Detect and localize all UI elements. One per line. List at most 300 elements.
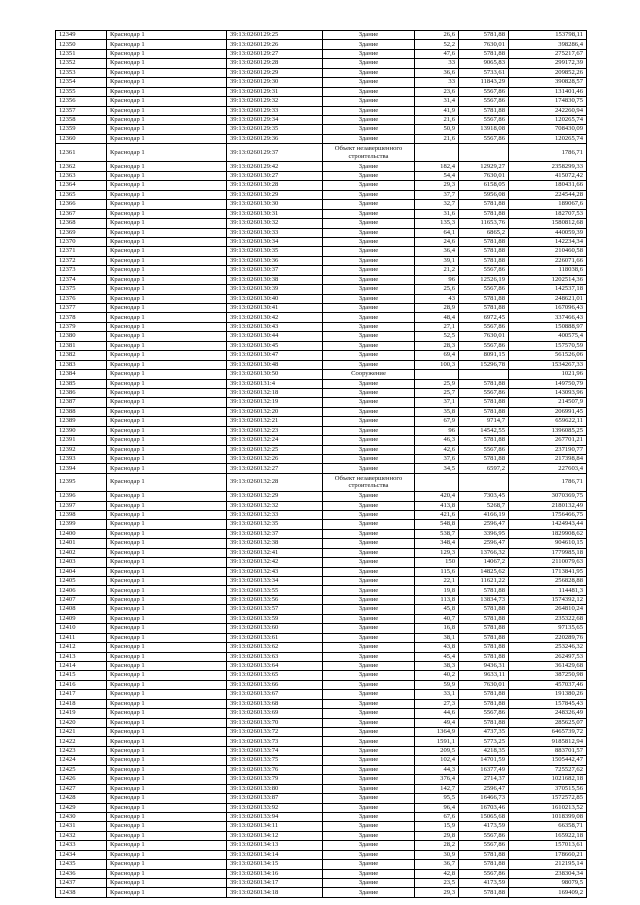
cell-cadastral-number: 39:13:0260132:23 bbox=[227, 426, 323, 435]
cell-cadastral-number: 39:13:0260132:29 bbox=[227, 492, 323, 501]
cell-row-number: 12352 bbox=[56, 59, 107, 68]
cell-specific-value: 7303,45 bbox=[459, 492, 509, 501]
cell-municipality: Краснодар 1 bbox=[107, 765, 227, 774]
cell-municipality: Краснодар 1 bbox=[107, 548, 227, 557]
cell-cadastral-value: 206991,45 bbox=[509, 407, 587, 416]
table-row bbox=[56, 370, 587, 379]
cell-specific-value: 5781,88 bbox=[459, 31, 509, 40]
cell-specific-value: 15296,78 bbox=[459, 360, 509, 369]
cell-object-type: Здание bbox=[323, 106, 415, 115]
cell-object-type: Здание bbox=[323, 436, 415, 445]
cell-area: 100,3 bbox=[415, 360, 459, 369]
cell-row-number: 12414 bbox=[56, 661, 107, 670]
cell-municipality: Краснодар 1 bbox=[107, 313, 227, 322]
cell-cadastral-number: 39:13:0260130:48 bbox=[227, 360, 323, 369]
cell-row-number: 12419 bbox=[56, 709, 107, 718]
cell-area: 50,9 bbox=[415, 125, 459, 134]
cell-cadastral-value: 1713841,95 bbox=[509, 567, 587, 576]
cell-row-number: 12395 bbox=[56, 473, 107, 491]
cell-row-number: 12362 bbox=[56, 162, 107, 171]
cell-object-type: Здание bbox=[323, 690, 415, 699]
cell-specific-value: 5567,86 bbox=[459, 97, 509, 106]
cell-row-number: 12403 bbox=[56, 558, 107, 567]
cell-municipality: Краснодар 1 bbox=[107, 567, 227, 576]
table-row bbox=[56, 652, 587, 661]
cell-specific-value: 5567,86 bbox=[459, 266, 509, 275]
cell-cadastral-number: 39:13:0260133:65 bbox=[227, 671, 323, 680]
cell-area: 21,6 bbox=[415, 115, 459, 124]
cell-cadastral-value: 114481,3 bbox=[509, 586, 587, 595]
cell-area: 96,4 bbox=[415, 803, 459, 812]
cell-row-number: 12367 bbox=[56, 209, 107, 218]
cell-specific-value: 7630,01 bbox=[459, 171, 509, 180]
cell-area: 69,4 bbox=[415, 351, 459, 360]
cell-municipality: Краснодар 1 bbox=[107, 445, 227, 454]
cell-area: 135,3 bbox=[415, 219, 459, 228]
cell-object-type: Здание bbox=[323, 548, 415, 557]
cell-row-number: 12406 bbox=[56, 586, 107, 595]
cell-specific-value: 12929,27 bbox=[459, 162, 509, 171]
table-row bbox=[56, 237, 587, 246]
cell-cadastral-value: 1572572,85 bbox=[509, 794, 587, 803]
cell-object-type: Здание bbox=[323, 87, 415, 96]
cell-specific-value: 5781,88 bbox=[459, 860, 509, 869]
cell-cadastral-value: 212195,14 bbox=[509, 860, 587, 869]
cell-cadastral-value: 1396085,25 bbox=[509, 426, 587, 435]
cell-specific-value bbox=[459, 144, 509, 162]
cadastral-value-table bbox=[55, 30, 587, 898]
table-row bbox=[56, 68, 587, 77]
cell-specific-value: 3396,95 bbox=[459, 529, 509, 538]
table-row bbox=[56, 775, 587, 784]
cell-area: 115,6 bbox=[415, 567, 459, 576]
cell-area: 31,4 bbox=[415, 97, 459, 106]
cell-cadastral-value: 457037,46 bbox=[509, 680, 587, 689]
cell-municipality: Краснодар 1 bbox=[107, 398, 227, 407]
cell-area: 36,6 bbox=[415, 68, 459, 77]
table-row bbox=[56, 690, 587, 699]
cell-cadastral-number: 39:13:0260129:34 bbox=[227, 115, 323, 124]
cell-specific-value: 9065,83 bbox=[459, 59, 509, 68]
cell-municipality: Краснодар 1 bbox=[107, 266, 227, 275]
cell-area: 96 bbox=[415, 275, 459, 284]
cell-cadastral-number: 39:13:0260129:37 bbox=[227, 144, 323, 162]
cell-specific-value: 16377,49 bbox=[459, 765, 509, 774]
cell-area: 40,2 bbox=[415, 671, 459, 680]
cell-specific-value: 5781,88 bbox=[459, 304, 509, 313]
table-row bbox=[56, 850, 587, 859]
cell-cadastral-value: 440059,39 bbox=[509, 228, 587, 237]
cell-municipality: Краснодар 1 bbox=[107, 860, 227, 869]
cell-area: 23,6 bbox=[415, 87, 459, 96]
cell-municipality: Краснодар 1 bbox=[107, 228, 227, 237]
table-row bbox=[56, 97, 587, 106]
cell-municipality: Краснодар 1 bbox=[107, 190, 227, 199]
cell-object-type: Здание bbox=[323, 652, 415, 661]
cell-cadastral-number: 39:13:0260131:4 bbox=[227, 379, 323, 388]
cell-municipality: Краснодар 1 bbox=[107, 558, 227, 567]
cell-object-type: Здание bbox=[323, 134, 415, 143]
cell-area: 420,4 bbox=[415, 492, 459, 501]
cell-row-number: 12397 bbox=[56, 501, 107, 510]
cell-area: 27,3 bbox=[415, 699, 459, 708]
cell-cadastral-number: 39:13:0260132:18 bbox=[227, 388, 323, 397]
cell-area: 52,5 bbox=[415, 332, 459, 341]
cell-row-number: 12423 bbox=[56, 746, 107, 755]
cell-cadastral-number: 39:13:0260133:76 bbox=[227, 765, 323, 774]
table-row bbox=[56, 106, 587, 115]
cell-object-type: Здание bbox=[323, 756, 415, 765]
cell-cadastral-number: 39:13:0260129:31 bbox=[227, 87, 323, 96]
cell-row-number: 12364 bbox=[56, 181, 107, 190]
table-row bbox=[56, 407, 587, 416]
cell-area: 48,4 bbox=[415, 313, 459, 322]
cell-object-type: Здание bbox=[323, 398, 415, 407]
cell-row-number: 12388 bbox=[56, 407, 107, 416]
cell-object-type: Здание bbox=[323, 539, 415, 548]
cell-object-type: Здание bbox=[323, 417, 415, 426]
table-row bbox=[56, 643, 587, 652]
table-row bbox=[56, 275, 587, 284]
cell-municipality: Краснодар 1 bbox=[107, 304, 227, 313]
cell-municipality: Краснодар 1 bbox=[107, 699, 227, 708]
cell-cadastral-value: 1534267,33 bbox=[509, 360, 587, 369]
cell-specific-value: 7630,01 bbox=[459, 680, 509, 689]
cell-object-type: Здание bbox=[323, 313, 415, 322]
cell-cadastral-number: 39:13:0260130:41 bbox=[227, 304, 323, 313]
table-row bbox=[56, 614, 587, 623]
cell-object-type: Здание bbox=[323, 464, 415, 473]
cell-object-type: Здание bbox=[323, 765, 415, 774]
table-row bbox=[56, 737, 587, 746]
table-row bbox=[56, 765, 587, 774]
cell-specific-value: 4173,59 bbox=[459, 879, 509, 888]
cell-object-type: Здание bbox=[323, 803, 415, 812]
cell-row-number: 12365 bbox=[56, 190, 107, 199]
cell-cadastral-value: 1202514,36 bbox=[509, 275, 587, 284]
cell-row-number: 12379 bbox=[56, 322, 107, 331]
cell-cadastral-value: 285625,07 bbox=[509, 718, 587, 727]
cell-cadastral-value: 120265,74 bbox=[509, 115, 587, 124]
cell-specific-value: 9714,7 bbox=[459, 417, 509, 426]
cell-cadastral-value: 131401,46 bbox=[509, 87, 587, 96]
cell-object-type: Здание bbox=[323, 680, 415, 689]
cell-specific-value: 5781,88 bbox=[459, 586, 509, 595]
cell-cadastral-value: 97135,65 bbox=[509, 624, 587, 633]
table-row bbox=[56, 171, 587, 180]
cell-municipality: Краснодар 1 bbox=[107, 322, 227, 331]
cell-area: 59,9 bbox=[415, 680, 459, 689]
cell-cadastral-number: 39:13:0260133:64 bbox=[227, 661, 323, 670]
table-row bbox=[56, 285, 587, 294]
cell-object-type: Здание bbox=[323, 746, 415, 755]
cell-cadastral-value: 210460,58 bbox=[509, 247, 587, 256]
cell-specific-value: 5781,88 bbox=[459, 106, 509, 115]
cell-cadastral-number: 39:13:0260130:50 bbox=[227, 370, 323, 379]
cell-cadastral-number: 39:13:0260129:33 bbox=[227, 106, 323, 115]
table-row bbox=[56, 473, 587, 491]
table-row bbox=[56, 144, 587, 162]
cell-area: 36,4 bbox=[415, 247, 459, 256]
cell-municipality: Краснодар 1 bbox=[107, 256, 227, 265]
cell-specific-value: 5781,88 bbox=[459, 398, 509, 407]
table-row bbox=[56, 181, 587, 190]
table-row bbox=[56, 831, 587, 840]
table-row bbox=[56, 59, 587, 68]
cell-area: 182,4 bbox=[415, 162, 459, 171]
cell-cadastral-number: 39:13:0260130:44 bbox=[227, 332, 323, 341]
cell-cadastral-value: 120265,74 bbox=[509, 134, 587, 143]
cell-specific-value: 5781,88 bbox=[459, 699, 509, 708]
cell-cadastral-number: 39:13:0260133:74 bbox=[227, 746, 323, 755]
cell-cadastral-value: 725527,62 bbox=[509, 765, 587, 774]
cell-row-number: 12370 bbox=[56, 237, 107, 246]
cell-object-type: Здание bbox=[323, 304, 415, 313]
table-row bbox=[56, 464, 587, 473]
cell-municipality: Краснодар 1 bbox=[107, 106, 227, 115]
cell-cadastral-value: 174830,75 bbox=[509, 97, 587, 106]
cell-area: 15,9 bbox=[415, 822, 459, 831]
cadastral-value-table-page bbox=[55, 30, 586, 898]
cell-row-number: 12410 bbox=[56, 624, 107, 633]
cell-area: 44,6 bbox=[415, 709, 459, 718]
cell-object-type: Здание bbox=[323, 794, 415, 803]
cell-municipality: Краснодар 1 bbox=[107, 78, 227, 87]
cell-cadastral-value: 180431,66 bbox=[509, 181, 587, 190]
cell-specific-value: 5567,86 bbox=[459, 341, 509, 350]
cell-cadastral-value: 118038,6 bbox=[509, 266, 587, 275]
cell-municipality: Краснодар 1 bbox=[107, 294, 227, 303]
cell-row-number: 12408 bbox=[56, 605, 107, 614]
cell-area: 29,3 bbox=[415, 888, 459, 897]
cell-row-number: 12405 bbox=[56, 577, 107, 586]
cell-cadastral-value: 237190,77 bbox=[509, 445, 587, 454]
cell-municipality: Краснодар 1 bbox=[107, 134, 227, 143]
cell-specific-value: 11621,22 bbox=[459, 577, 509, 586]
cell-area: 45,8 bbox=[415, 605, 459, 614]
cell-cadastral-number: 39:13:0260133:67 bbox=[227, 690, 323, 699]
cell-object-type: Здание bbox=[323, 709, 415, 718]
table-row bbox=[56, 520, 587, 529]
cell-cadastral-number: 39:13:0260130:40 bbox=[227, 294, 323, 303]
cell-object-type: Здание bbox=[323, 492, 415, 501]
cell-object-type: Здание bbox=[323, 115, 415, 124]
cell-object-type: Здание bbox=[323, 275, 415, 284]
cell-object-type: Здание bbox=[323, 294, 415, 303]
cell-row-number: 12431 bbox=[56, 822, 107, 831]
cell-municipality: Краснодар 1 bbox=[107, 455, 227, 464]
cell-specific-value bbox=[459, 370, 509, 379]
cell-row-number: 12394 bbox=[56, 464, 107, 473]
cell-cadastral-number: 39:13:0260134:18 bbox=[227, 888, 323, 897]
table-row bbox=[56, 388, 587, 397]
cell-object-type: Здание bbox=[323, 595, 415, 604]
cell-object-type: Здание bbox=[323, 624, 415, 633]
table-row bbox=[56, 746, 587, 755]
cell-row-number: 12350 bbox=[56, 40, 107, 49]
cell-specific-value: 5781,88 bbox=[459, 624, 509, 633]
cell-area: 42,6 bbox=[415, 445, 459, 454]
cell-object-type: Здание bbox=[323, 728, 415, 737]
cell-municipality: Краснодар 1 bbox=[107, 501, 227, 510]
cell-row-number: 12393 bbox=[56, 455, 107, 464]
cell-cadastral-value: 248326,49 bbox=[509, 709, 587, 718]
cell-object-type: Здание bbox=[323, 322, 415, 331]
cell-area: 33 bbox=[415, 78, 459, 87]
cell-cadastral-value: 337466,43 bbox=[509, 313, 587, 322]
cell-row-number: 12418 bbox=[56, 699, 107, 708]
cell-cadastral-value: 6465739,72 bbox=[509, 728, 587, 737]
cell-municipality: Краснодар 1 bbox=[107, 709, 227, 718]
cell-object-type: Здание bbox=[323, 31, 415, 40]
cell-area: 42,8 bbox=[415, 869, 459, 878]
table-row bbox=[56, 247, 587, 256]
cell-cadastral-number: 39:13:0260133:60 bbox=[227, 624, 323, 633]
cell-cadastral-number: 39:13:0260130:39 bbox=[227, 285, 323, 294]
table-row bbox=[56, 501, 587, 510]
table-row bbox=[56, 586, 587, 595]
cell-object-type: Здание bbox=[323, 181, 415, 190]
table-row bbox=[56, 661, 587, 670]
cell-municipality: Краснодар 1 bbox=[107, 370, 227, 379]
cell-row-number: 12381 bbox=[56, 341, 107, 350]
cell-area: 27,1 bbox=[415, 322, 459, 331]
table-row bbox=[56, 455, 587, 464]
cell-row-number: 12430 bbox=[56, 812, 107, 821]
cell-specific-value: 5781,88 bbox=[459, 605, 509, 614]
cell-cadastral-number: 39:13:0260130:33 bbox=[227, 228, 323, 237]
cell-object-type: Здание bbox=[323, 190, 415, 199]
cell-municipality: Краснодар 1 bbox=[107, 841, 227, 850]
cell-row-number: 12412 bbox=[56, 643, 107, 652]
cell-area: 21,2 bbox=[415, 266, 459, 275]
cell-row-number: 12389 bbox=[56, 417, 107, 426]
cell-specific-value: 9436,31 bbox=[459, 661, 509, 670]
cell-municipality: Краснодар 1 bbox=[107, 341, 227, 350]
cell-cadastral-value: 561526,06 bbox=[509, 351, 587, 360]
cell-cadastral-number: 39:13:0260133:68 bbox=[227, 699, 323, 708]
cell-area: 28,3 bbox=[415, 341, 459, 350]
cell-cadastral-number: 39:13:0260133:66 bbox=[227, 680, 323, 689]
cell-municipality: Краснодар 1 bbox=[107, 97, 227, 106]
cell-object-type: Здание bbox=[323, 247, 415, 256]
cell-municipality: Краснодар 1 bbox=[107, 219, 227, 228]
cell-cadastral-value: 157570,59 bbox=[509, 341, 587, 350]
cell-municipality: Краснодар 1 bbox=[107, 803, 227, 812]
table-row bbox=[56, 31, 587, 40]
cell-row-number: 12438 bbox=[56, 888, 107, 897]
cell-specific-value: 5781,88 bbox=[459, 49, 509, 58]
cell-area: 40,7 bbox=[415, 614, 459, 623]
cell-area: 52,2 bbox=[415, 40, 459, 49]
cell-object-type: Здание bbox=[323, 850, 415, 859]
table-row bbox=[56, 445, 587, 454]
table-row bbox=[56, 398, 587, 407]
cell-row-number: 12424 bbox=[56, 756, 107, 765]
cell-area bbox=[415, 370, 459, 379]
cell-cadastral-value: 904610,15 bbox=[509, 539, 587, 548]
cell-cadastral-value: 226071,66 bbox=[509, 256, 587, 265]
cell-municipality: Краснодар 1 bbox=[107, 614, 227, 623]
cell-row-number: 12353 bbox=[56, 68, 107, 77]
cell-municipality: Краснодар 1 bbox=[107, 680, 227, 689]
cell-row-number: 12363 bbox=[56, 171, 107, 180]
cell-cadastral-value: 142537,18 bbox=[509, 285, 587, 294]
cell-row-number: 12426 bbox=[56, 775, 107, 784]
cell-cadastral-value: 659622,11 bbox=[509, 417, 587, 426]
cell-row-number: 12417 bbox=[56, 690, 107, 699]
cell-area: 41,9 bbox=[415, 106, 459, 115]
cell-cadastral-number: 39:13:0260130:37 bbox=[227, 266, 323, 275]
cell-object-type: Объект незавершенного строительства bbox=[323, 144, 415, 162]
cell-area: 21,6 bbox=[415, 134, 459, 143]
cell-cadastral-value: 238304,34 bbox=[509, 869, 587, 878]
cell-object-type: Здание bbox=[323, 661, 415, 670]
cell-object-type: Здание bbox=[323, 888, 415, 897]
cell-municipality: Краснодар 1 bbox=[107, 529, 227, 538]
cell-cadastral-number: 39:13:0260134:12 bbox=[227, 831, 323, 840]
table-row bbox=[56, 633, 587, 642]
cell-row-number: 12390 bbox=[56, 426, 107, 435]
cell-specific-value: 5733,61 bbox=[459, 68, 509, 77]
cell-cadastral-number: 39:13:0260133:72 bbox=[227, 728, 323, 737]
cell-municipality: Краснодар 1 bbox=[107, 209, 227, 218]
cell-area: 37,6 bbox=[415, 455, 459, 464]
cell-cadastral-value: 1424943,44 bbox=[509, 520, 587, 529]
cell-row-number: 12432 bbox=[56, 831, 107, 840]
cell-object-type: Объект незавершенного строительства bbox=[323, 473, 415, 491]
cell-specific-value: 2596,47 bbox=[459, 539, 509, 548]
cell-row-number: 12366 bbox=[56, 200, 107, 209]
cell-object-type: Здание bbox=[323, 200, 415, 209]
cell-specific-value: 6597,2 bbox=[459, 464, 509, 473]
cell-area bbox=[415, 144, 459, 162]
cell-object-type: Здание bbox=[323, 97, 415, 106]
cell-municipality: Краснодар 1 bbox=[107, 275, 227, 284]
cell-row-number: 12360 bbox=[56, 134, 107, 143]
cell-municipality: Краснодар 1 bbox=[107, 125, 227, 134]
cell-area: 1364,9 bbox=[415, 728, 459, 737]
cell-specific-value: 5567,86 bbox=[459, 445, 509, 454]
cell-area: 43,8 bbox=[415, 643, 459, 652]
cell-area: 113,8 bbox=[415, 595, 459, 604]
cell-area: 67,9 bbox=[415, 417, 459, 426]
cell-cadastral-number: 39:13:0260130:30 bbox=[227, 200, 323, 209]
cell-municipality: Краснодар 1 bbox=[107, 850, 227, 859]
cell-row-number: 12358 bbox=[56, 115, 107, 124]
cell-municipality: Краснодар 1 bbox=[107, 652, 227, 661]
cell-cadastral-number: 39:13:0260132:28 bbox=[227, 473, 323, 491]
cell-row-number: 12377 bbox=[56, 304, 107, 313]
cell-specific-value: 5781,88 bbox=[459, 247, 509, 256]
cell-row-number: 12355 bbox=[56, 87, 107, 96]
cell-cadastral-value: 275217,67 bbox=[509, 49, 587, 58]
cell-cadastral-number: 39:13:0260130:47 bbox=[227, 351, 323, 360]
cell-row-number: 12435 bbox=[56, 860, 107, 869]
cell-cadastral-value: 299172,39 bbox=[509, 59, 587, 68]
cell-specific-value: 6972,45 bbox=[459, 313, 509, 322]
cell-specific-value: 5567,86 bbox=[459, 388, 509, 397]
cell-cadastral-value: 214507,9 bbox=[509, 398, 587, 407]
cell-specific-value: 5567,86 bbox=[459, 841, 509, 850]
cell-municipality: Краснодар 1 bbox=[107, 181, 227, 190]
cell-area: 142,7 bbox=[415, 784, 459, 793]
cell-specific-value: 15065,68 bbox=[459, 812, 509, 821]
cell-cadastral-number: 39:13:0260134:14 bbox=[227, 850, 323, 859]
cell-area: 38,3 bbox=[415, 661, 459, 670]
cell-municipality: Краснодар 1 bbox=[107, 756, 227, 765]
cell-cadastral-value: 217398,84 bbox=[509, 455, 587, 464]
